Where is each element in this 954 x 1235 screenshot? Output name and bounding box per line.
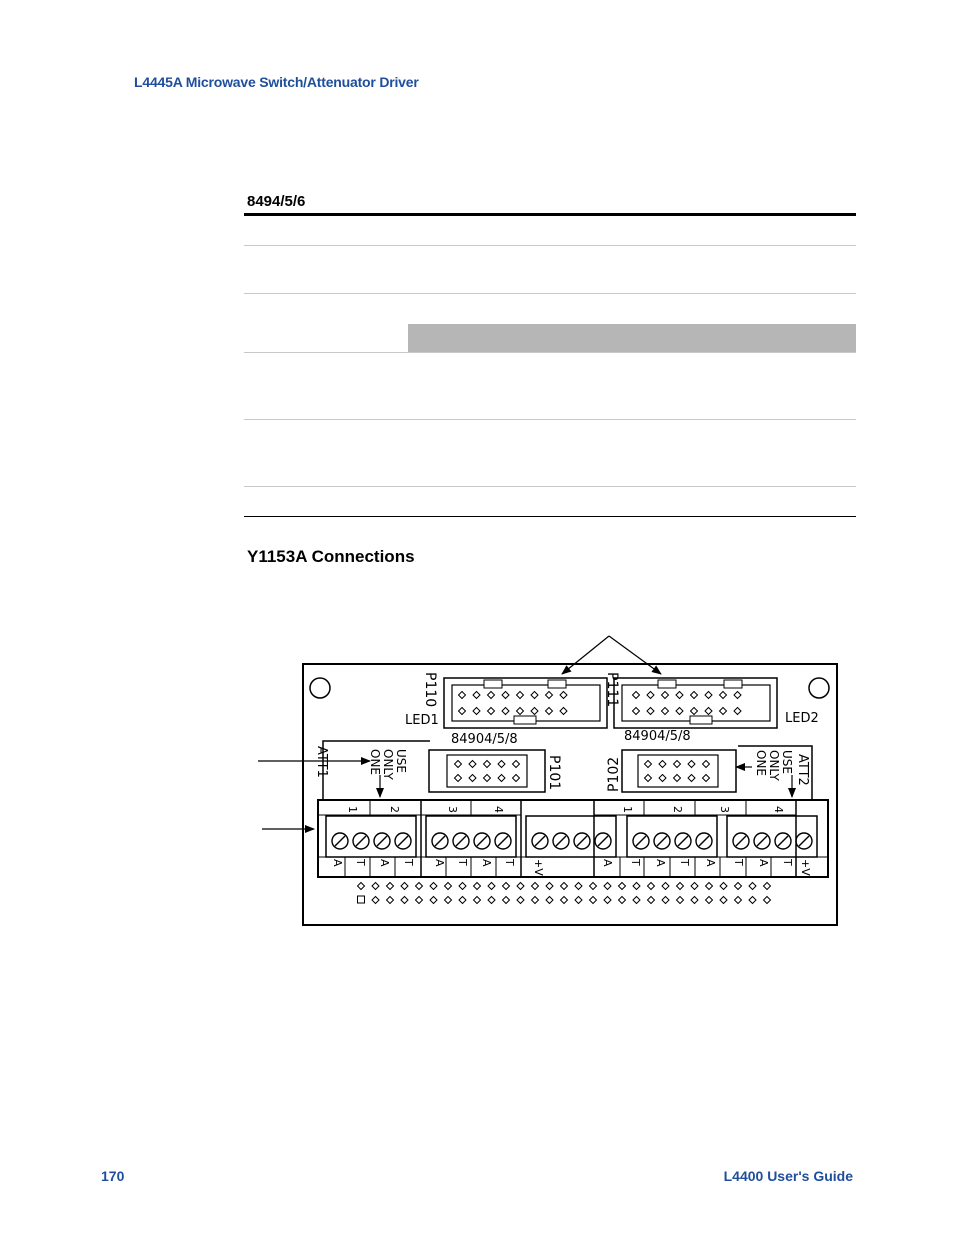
- terminal-label: T: [402, 859, 415, 866]
- pin: [416, 883, 423, 890]
- guide-title: L4400 User's Guide: [723, 1168, 853, 1184]
- svg-text:ONE: ONE: [754, 750, 768, 777]
- label-led2: LED2: [785, 711, 819, 726]
- pin: [517, 692, 524, 699]
- pin: [590, 897, 597, 904]
- pin: [691, 897, 698, 904]
- pin: [416, 897, 423, 904]
- terminal-label: +V: [799, 859, 812, 876]
- pin: [358, 883, 365, 890]
- pin: [532, 883, 539, 890]
- pin: [459, 897, 466, 904]
- pin: [498, 761, 505, 768]
- mounting-hole-left: [310, 678, 330, 698]
- pin: [502, 708, 509, 715]
- pin: [703, 775, 710, 782]
- pin: [372, 883, 379, 890]
- terminal-label: +V: [532, 859, 545, 876]
- pin: [662, 708, 669, 715]
- pin: [604, 897, 611, 904]
- board-outline: [303, 664, 837, 925]
- terminal-number: 3: [718, 806, 731, 813]
- pin: [488, 708, 495, 715]
- pin: [473, 708, 480, 715]
- pin: [764, 883, 771, 890]
- screw-terminal-block: [526, 816, 616, 857]
- pin: [659, 761, 666, 768]
- mounting-hole-right: [809, 678, 829, 698]
- terminal-number: 4: [772, 806, 785, 813]
- screw-terminal-block: [426, 816, 516, 857]
- terminal-label: A: [704, 859, 717, 867]
- header-p102: [622, 750, 736, 792]
- pin: [546, 883, 553, 890]
- pin-1-square: [358, 896, 365, 903]
- pin: [735, 897, 742, 904]
- pin: [676, 708, 683, 715]
- terminal-label: A: [433, 859, 446, 867]
- pin: [488, 692, 495, 699]
- pin: [455, 761, 462, 768]
- pin: [484, 775, 491, 782]
- pin: [488, 897, 495, 904]
- pin: [401, 897, 408, 904]
- pin: [648, 883, 655, 890]
- screw-terminal-block: [326, 816, 416, 857]
- terminal-number: 1: [346, 806, 359, 813]
- pin: [705, 692, 712, 699]
- pin: [546, 708, 553, 715]
- pin: [619, 883, 626, 890]
- pin: [706, 883, 713, 890]
- svg-text:USE: USE: [780, 750, 794, 774]
- table-title: 8494/5/6: [247, 193, 306, 210]
- header-p111: [614, 678, 777, 728]
- pin: [674, 761, 681, 768]
- label-att1: ATT1: [314, 746, 329, 778]
- pin: [691, 883, 698, 890]
- pin: [645, 761, 652, 768]
- terminal-label: A: [331, 859, 344, 867]
- pin: [401, 883, 408, 890]
- pin: [546, 692, 553, 699]
- use-only-one-left: [368, 749, 408, 781]
- terminal-number: 1: [621, 806, 634, 813]
- label-att2: ATT2: [795, 754, 810, 786]
- pin: [659, 775, 666, 782]
- pin: [445, 897, 452, 904]
- pin: [517, 708, 524, 715]
- pin: [691, 692, 698, 699]
- terminal-label: T: [781, 859, 794, 866]
- screw-terminal-block: [627, 816, 717, 857]
- pin: [633, 708, 640, 715]
- pin: [513, 775, 520, 782]
- pin: [662, 897, 669, 904]
- pin: [560, 692, 567, 699]
- label-p110: P110: [422, 672, 438, 708]
- terminal-number: 3: [446, 806, 459, 813]
- pin: [532, 897, 539, 904]
- header-p110: [444, 678, 607, 728]
- label-led1: LED1: [405, 713, 439, 728]
- pin: [459, 692, 466, 699]
- pin: [469, 775, 476, 782]
- terminal-number: 2: [388, 806, 401, 813]
- pin: [676, 692, 683, 699]
- pin: [735, 883, 742, 890]
- pin: [706, 897, 713, 904]
- pin: [387, 883, 394, 890]
- pin: [546, 897, 553, 904]
- terminal-label: T: [678, 859, 691, 866]
- header-p101: [429, 750, 545, 792]
- pin: [688, 761, 695, 768]
- terminal-label: A: [757, 859, 770, 867]
- pin: [674, 775, 681, 782]
- pin: [387, 897, 394, 904]
- pin: [531, 692, 538, 699]
- pin: [645, 775, 652, 782]
- screw-terminal-block: [727, 816, 817, 857]
- pin: [619, 897, 626, 904]
- pin: [473, 692, 480, 699]
- pin: [764, 897, 771, 904]
- label-p101: P101: [546, 755, 562, 791]
- pin: [430, 883, 437, 890]
- svg-text:USE: USE: [394, 749, 408, 773]
- pin: [459, 708, 466, 715]
- pin: [734, 708, 741, 715]
- pin: [633, 883, 640, 890]
- pin: [633, 897, 640, 904]
- pin: [474, 897, 481, 904]
- pin: [561, 897, 568, 904]
- pin: [430, 897, 437, 904]
- pin: [590, 883, 597, 890]
- pin: [445, 883, 452, 890]
- pin: [498, 775, 505, 782]
- pin: [749, 883, 756, 890]
- pin: [691, 708, 698, 715]
- pin: [484, 761, 491, 768]
- terminal-label: T: [354, 859, 367, 866]
- label-model-right: 84904/5/8: [624, 729, 691, 744]
- pin: [720, 708, 727, 715]
- pin: [513, 761, 520, 768]
- pin: [749, 897, 756, 904]
- running-header: L4445A Microwave Switch/Attenuator Driver: [134, 74, 419, 90]
- pin: [488, 883, 495, 890]
- pin: [531, 708, 538, 715]
- pin: [720, 883, 727, 890]
- pin: [734, 692, 741, 699]
- edge-pin-rows: [358, 883, 771, 904]
- pin: [459, 883, 466, 890]
- pin: [575, 897, 582, 904]
- pin: [662, 692, 669, 699]
- terminal-label: A: [480, 859, 493, 867]
- pin: [633, 692, 640, 699]
- terminal-label: T: [503, 859, 516, 866]
- terminal-label: A: [601, 859, 614, 867]
- terminal-label: T: [456, 859, 469, 866]
- label-p102: P102: [606, 756, 622, 792]
- terminal-label: A: [654, 859, 667, 867]
- pin: [561, 883, 568, 890]
- pin: [517, 897, 524, 904]
- pin: [720, 897, 727, 904]
- section-heading: Y1153A Connections: [247, 547, 415, 566]
- pin: [502, 692, 509, 699]
- svg-text:ONLY: ONLY: [767, 750, 781, 781]
- pin: [662, 883, 669, 890]
- pin: [604, 883, 611, 890]
- pin: [677, 897, 684, 904]
- pin: [575, 883, 582, 890]
- pin: [647, 692, 654, 699]
- svg-text:ONE: ONE: [368, 749, 382, 776]
- pin: [688, 775, 695, 782]
- pin: [517, 883, 524, 890]
- terminal-label: A: [378, 859, 391, 867]
- terminal-label: T: [629, 859, 642, 866]
- pin: [720, 692, 727, 699]
- pin: [372, 897, 379, 904]
- pin: [503, 883, 510, 890]
- page-number: 170: [101, 1168, 125, 1184]
- terminal-number: 2: [671, 806, 684, 813]
- pin: [474, 883, 481, 890]
- pin: [647, 708, 654, 715]
- pin: [703, 761, 710, 768]
- label-model-left: 84904/5/8: [451, 732, 518, 747]
- pin: [648, 897, 655, 904]
- use-only-one-right: [754, 750, 794, 782]
- pin: [455, 775, 462, 782]
- pin: [677, 883, 684, 890]
- pointer-arrow-p111: [609, 636, 661, 674]
- pointer-arrow-p110: [562, 636, 609, 674]
- pin: [560, 708, 567, 715]
- svg-text:ONLY: ONLY: [381, 749, 395, 780]
- pin: [705, 708, 712, 715]
- label-p111: P111: [604, 672, 620, 708]
- terminal-number: 4: [492, 806, 505, 813]
- pin: [469, 761, 476, 768]
- pin: [503, 897, 510, 904]
- terminal-label: T: [732, 859, 745, 866]
